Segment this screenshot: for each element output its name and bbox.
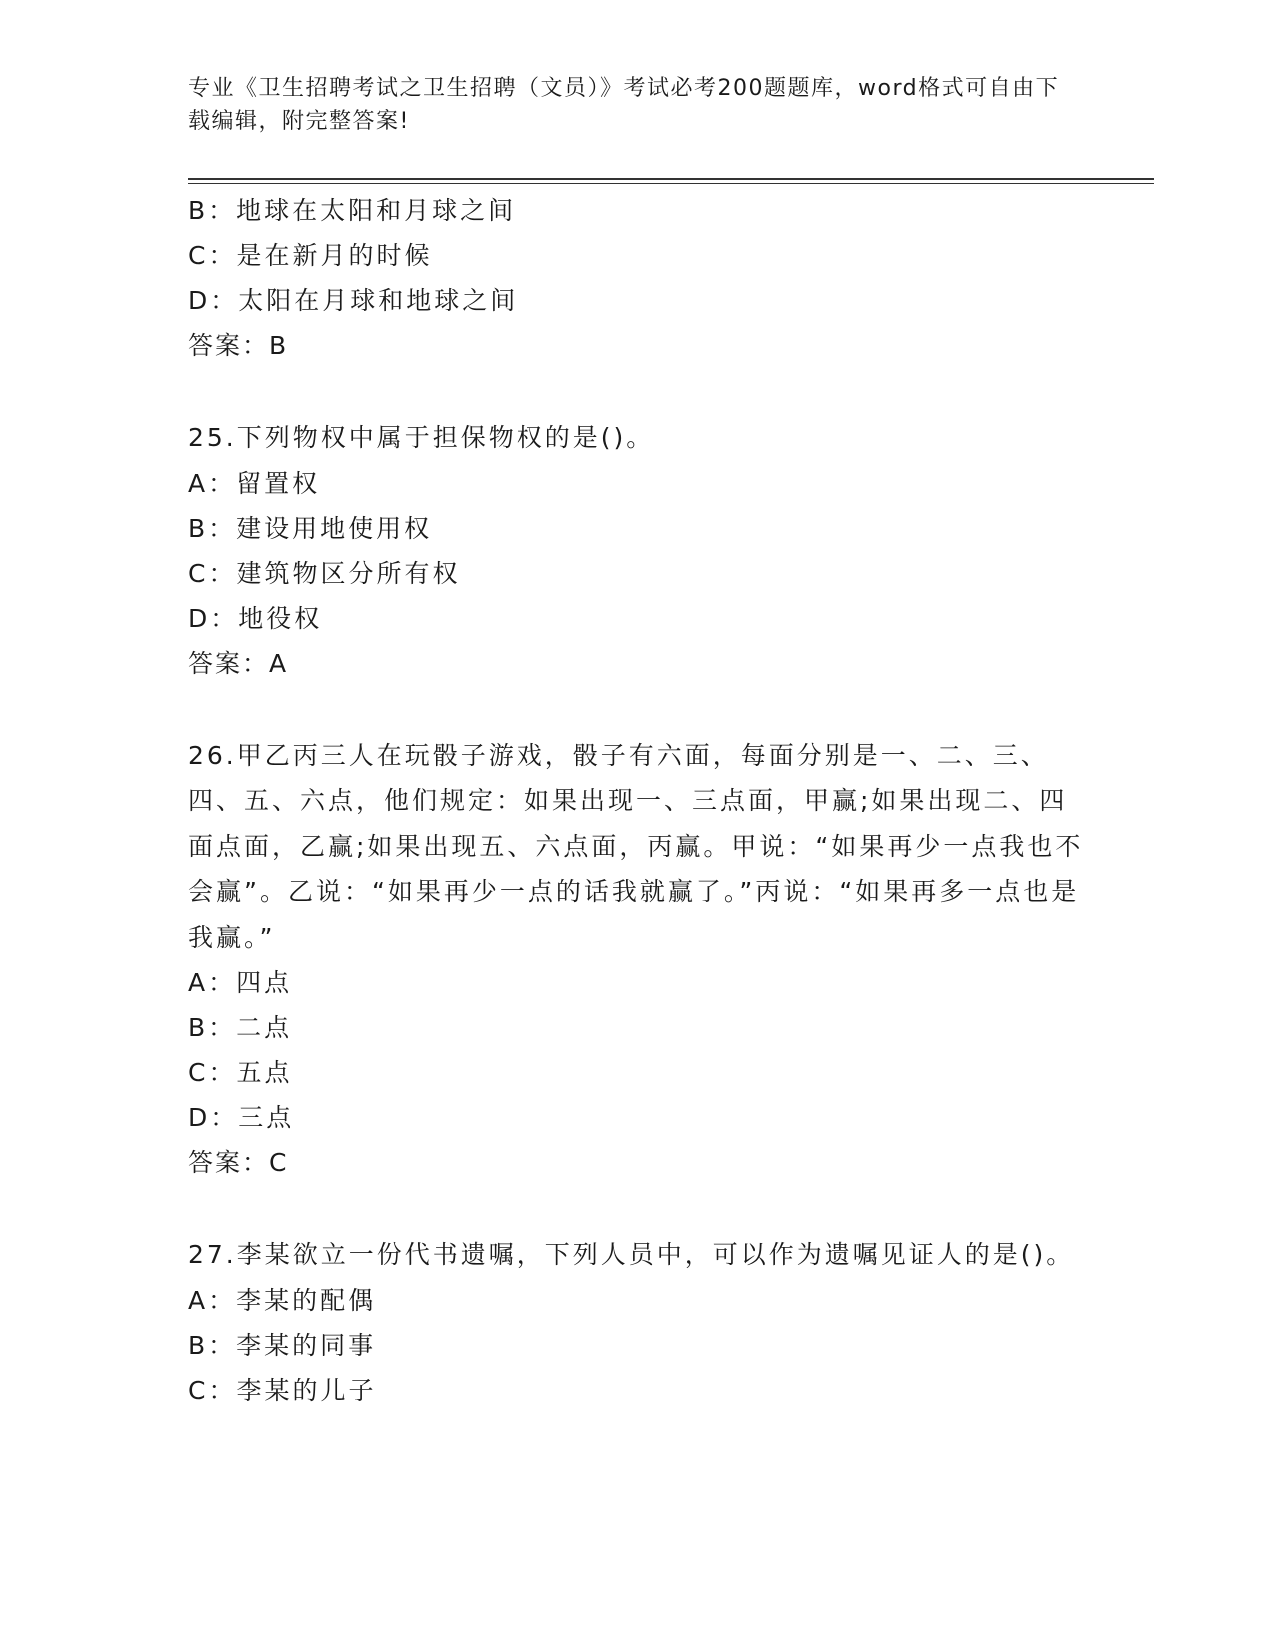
option-letter: B: [188, 1013, 209, 1042]
answer-line: 答案：A: [188, 648, 289, 678]
option-text: 建筑物区分所有权: [236, 558, 461, 588]
option-text: 四点: [236, 968, 293, 997]
document-body: [188, 188, 1088, 1413]
option-letter: C: [188, 1375, 209, 1405]
option-separator: ：: [208, 1375, 237, 1405]
question-text: 27.李某欲立一份代书遗嘱，下列人员中，可以作为遗嘱见证人的是()。: [188, 1240, 1075, 1269]
option-a: [188, 960, 1088, 1005]
option-letter: C: [188, 558, 209, 588]
option-separator: ：: [208, 1013, 237, 1042]
option-text: 留置权: [236, 468, 321, 498]
question-text: 25.下列物权中属于担保物权的是()。: [188, 423, 655, 452]
option-separator: ：: [208, 1285, 237, 1315]
option-a: [188, 461, 1088, 506]
option-text: 地球在太阳和月球之间: [236, 196, 517, 225]
option-d: [188, 1095, 1088, 1140]
document-header: 专业《卫生招聘考试之卫生招聘（文员）》考试必考200题题库，word格式可自由下载编辑，附完整答案!: [188, 76, 1060, 134]
option-text: 是在新月的时候: [236, 241, 433, 270]
option-letter: D: [188, 603, 211, 633]
question-26: [188, 733, 1088, 1186]
option-c: [188, 1050, 1088, 1095]
option-separator: ：: [208, 513, 237, 543]
option-text: 太阳在月球和地球之间: [238, 286, 519, 315]
spacer: [188, 1185, 1088, 1232]
option-separator: ：: [208, 558, 237, 588]
option-separator: ：: [210, 603, 239, 633]
partial-question: [188, 188, 1088, 368]
option-text: 建设用地使用权: [236, 513, 433, 543]
option-separator: ：: [208, 241, 237, 270]
spacer: [188, 686, 1088, 733]
option-c: [188, 1368, 1088, 1413]
option-d: [188, 596, 1088, 641]
option-b: [188, 1323, 1088, 1368]
option-b: [188, 1005, 1088, 1050]
option-letter: C: [188, 1058, 209, 1087]
option-a: [188, 1278, 1088, 1323]
answer-line: 答案：C: [188, 1148, 289, 1177]
option-separator: ：: [208, 968, 237, 997]
option-text: 二点: [236, 1013, 293, 1042]
option-separator: ：: [208, 1058, 237, 1087]
option-letter: D: [188, 1103, 211, 1132]
option-d: [188, 278, 1088, 323]
option-letter: A: [188, 968, 209, 997]
question-25: [188, 415, 1088, 686]
option-text: 李某的配偶: [236, 1285, 377, 1315]
option-letter: B: [188, 513, 209, 543]
option-text: 李某的儿子: [236, 1375, 377, 1405]
option-separator: ：: [210, 286, 239, 315]
option-letter: C: [188, 241, 209, 270]
option-text: 三点: [238, 1103, 295, 1132]
option-separator: ：: [208, 1330, 237, 1360]
option-letter: A: [188, 1285, 209, 1315]
option-letter: D: [188, 286, 211, 315]
question-text: 26.甲乙丙三人在玩骰子游戏，骰子有六面，每面分别是一、二、三、四、五、六点，他们规定：如果出现一、三点面，甲赢;如果出现二、四面点面，乙赢;如果出现五、六点面，丙赢。甲说：“如果再少一点我也不会赢”。乙说：“如果再少一点的话我就赢了。”丙说：“如果再多一点也是我赢。”: [188, 740, 1084, 952]
option-b: [188, 506, 1088, 551]
question-27: [188, 1232, 1088, 1413]
answer-line: 答案：B: [188, 331, 289, 360]
option-separator: ：: [208, 196, 237, 225]
option-letter: B: [188, 196, 209, 225]
spacer: [188, 368, 1088, 415]
option-letter: A: [188, 468, 209, 498]
header-divider: [188, 178, 1154, 184]
option-separator: ：: [208, 468, 237, 498]
option-separator: ：: [210, 1103, 239, 1132]
option-text: 地役权: [238, 603, 323, 633]
option-b: [188, 188, 1088, 233]
option-text: 李某的同事: [236, 1330, 377, 1360]
option-letter: B: [188, 1330, 209, 1360]
option-c: [188, 551, 1088, 596]
option-text: 五点: [236, 1058, 293, 1087]
option-c: [188, 233, 1088, 278]
